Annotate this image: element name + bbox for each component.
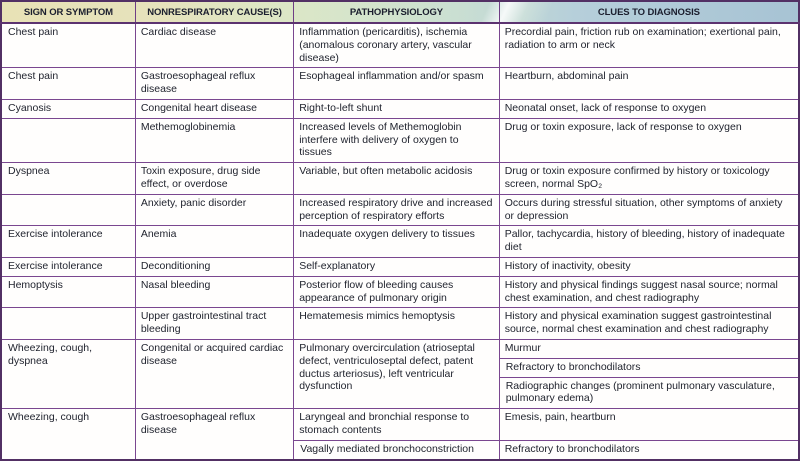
table-cell: Vagally mediated bronchoconstriction (294, 440, 500, 459)
table-cell: Pallor, tachycardia, history of bleeding, history of inadequate diet (499, 226, 799, 258)
column-header-nonrespiratory-causes: NONRESPIRATORY CAUSE(S) (135, 1, 293, 23)
table-row (1, 226, 799, 258)
table-cell: Increased levels of Methemoglobin interfere with delivery of oxygen to tissues (294, 118, 500, 162)
table-cell (1, 308, 135, 340)
table-cell: Exercise intolerance (1, 257, 135, 276)
table-cell: Murmur (499, 339, 799, 358)
table-cell: Inadequate oxygen delivery to tissues (294, 226, 500, 258)
table-row (1, 23, 799, 68)
table-cell: Occurs during stressful situation, other symptoms of anxiety or depression (499, 194, 799, 226)
table-body (1, 23, 799, 460)
table-cell: Refractory to bronchodilators (499, 440, 799, 459)
table-cell: Pulmonary overcirculation (atrioseptal defect, ventriculoseptal defect, patent ductus arteriosus), left ventricular dysfunction (294, 339, 500, 408)
table-row (1, 99, 799, 118)
table-cell: Exercise intolerance (1, 226, 135, 258)
column-header-pathophysiology: PATHOPHYSIOLOGY (294, 1, 500, 23)
table-cell: Cardiac disease (135, 23, 293, 68)
table-cell: Neonatal onset, lack of response to oxygen (499, 99, 799, 118)
table-cell: Increased respiratory drive and increased perception of respiratory efforts (294, 194, 500, 226)
header-row (1, 1, 799, 23)
table-cell: Refractory to bronchodilators (499, 358, 799, 377)
table-cell: Variable, but often metabolic acidosis (294, 163, 500, 195)
table-row (1, 68, 799, 100)
table-cell: Chest pain (1, 68, 135, 100)
table-cell: History and physical findings suggest nasal source; normal chest examination, and chest radiography (499, 276, 799, 308)
table-cell: History and physical examination suggest gastrointestinal source, normal chest examination and chest radiography (499, 308, 799, 340)
table-cell: Upper gastrointestinal tract bleeding (135, 308, 293, 340)
table-cell: Anemia (135, 226, 293, 258)
table-cell: Precordial pain, friction rub on examination; exertional pain, radiation to arm or neck (499, 23, 799, 68)
table-row (1, 276, 799, 308)
column-header-sign-or-symptom: SIGN OR SYMPTOM (1, 1, 135, 23)
table-cell: Radiographic changes (prominent pulmonary vasculature, pulmonary edema) (499, 377, 799, 409)
table-row (1, 339, 799, 358)
table-row (1, 194, 799, 226)
table-cell: Nasal bleeding (135, 276, 293, 308)
table-cell: Inflammation (pericarditis), ischemia (anomalous coronary artery, vascular disease) (294, 23, 500, 68)
table-cell: Self-explanatory (294, 257, 500, 276)
table-cell: Right-to-left shunt (294, 99, 500, 118)
table-row (1, 118, 799, 162)
column-header-clues-to-diagnosis: CLUES TO DIAGNOSIS (499, 1, 799, 23)
table-cell: History of inactivity, obesity (499, 257, 799, 276)
table-cell: Chest pain (1, 23, 135, 68)
table-row (1, 257, 799, 276)
table-cell: Gastroesophageal reflux disease (135, 68, 293, 100)
table-cell: Laryngeal and bronchial response to stomach contents (294, 409, 500, 441)
table-cell: Drug or toxin exposure confirmed by history or toxicology screen, normal SpO₂ (499, 163, 799, 195)
table-cell (1, 194, 135, 226)
table-cell: Cyanosis (1, 99, 135, 118)
table-cell: Methemoglobinemia (135, 118, 293, 162)
table-row (1, 308, 799, 340)
table-cell: Congenital or acquired cardiac disease (135, 339, 293, 408)
table-cell: Deconditioning (135, 257, 293, 276)
table-row (1, 409, 799, 441)
table-cell: Wheezing, cough, dyspnea (1, 339, 135, 408)
table-cell: Esophageal inflammation and/or spasm (294, 68, 500, 100)
table-cell: Toxin exposure, drug side effect, or overdose (135, 163, 293, 195)
table-cell: Dyspnea (1, 163, 135, 195)
table-cell: Anxiety, panic disorder (135, 194, 293, 226)
table-cell: Heartburn, abdominal pain (499, 68, 799, 100)
table-cell: Drug or toxin exposure, lack of response to oxygen (499, 118, 799, 162)
table-cell: Emesis, pain, heartburn (499, 409, 799, 441)
table-header (1, 1, 799, 23)
table-cell (1, 118, 135, 162)
table-row (1, 163, 799, 195)
table-cell: Posterior flow of bleeding causes appearance of pulmonary origin (294, 276, 500, 308)
table-cell: Wheezing, cough (1, 409, 135, 460)
table-cell: Hematemesis mimics hemoptysis (294, 308, 500, 340)
table-cell: Congenital heart disease (135, 99, 293, 118)
table-cell: Gastroesophageal reflux disease (135, 409, 293, 460)
table-cell: Hemoptysis (1, 276, 135, 308)
